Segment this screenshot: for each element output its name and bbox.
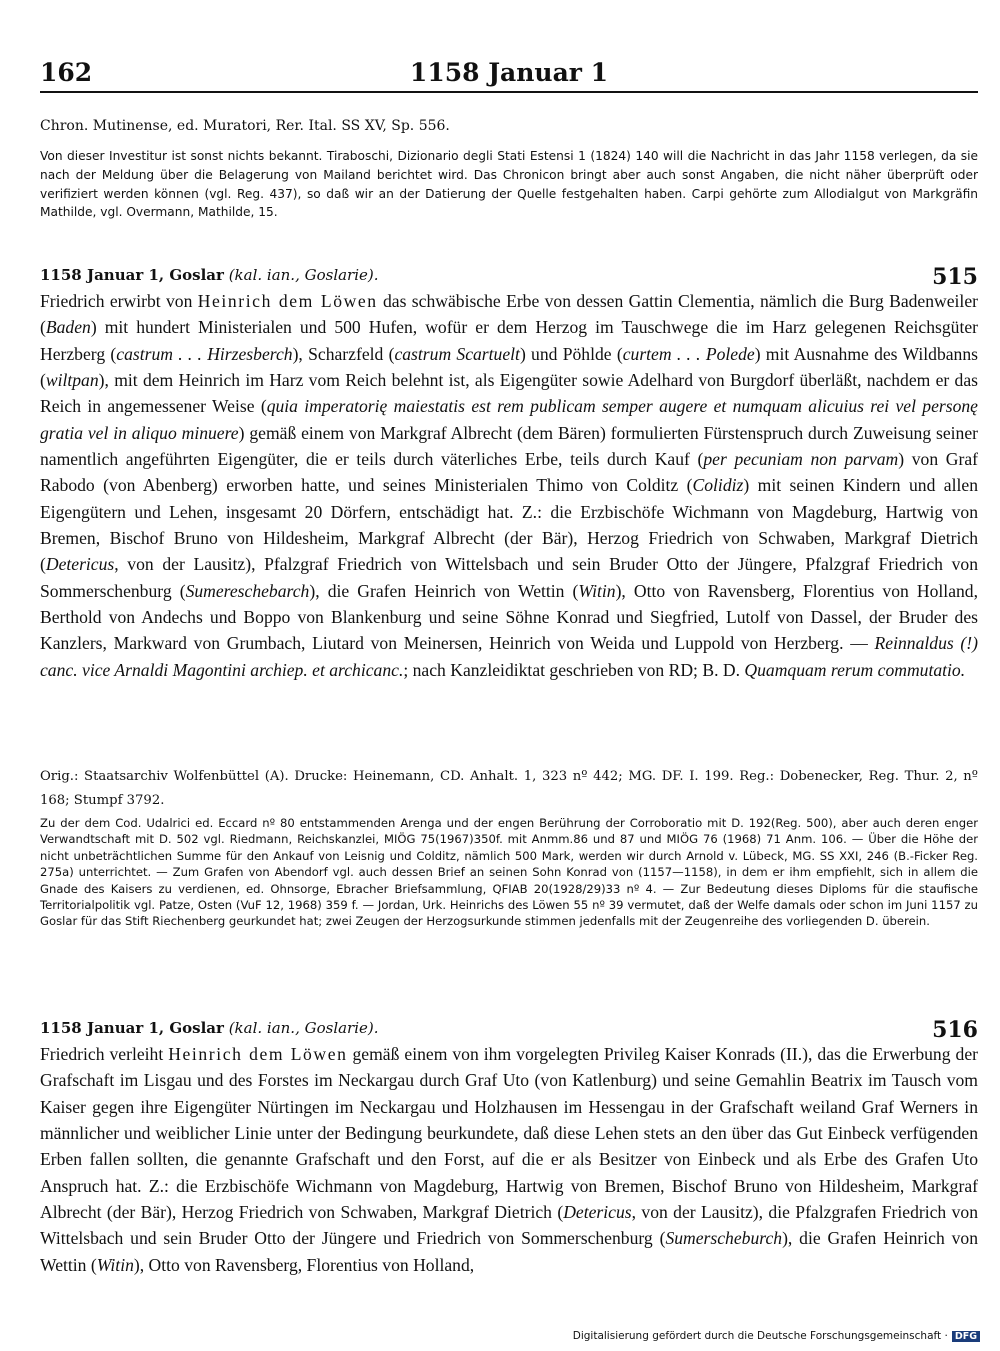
regest-516-heading (40, 1017, 978, 1043)
regest-515-number: 515 (932, 264, 978, 290)
regest-515-commentary: Zu der dem Cod. Udalrici ed. Eccard nº 80 entstammenden Arenga und der engen Berührung der Corroboratio mit D. 192(Reg. 500), aber auch deren enger Verwandtschaft mit D. 502 vgl. Riedmann, Reichskanzlei, MIÖG 75(1967)350f. mit Anmm.86 und 87 und MIÖG 76 (1968) 71 Anm. 106. — Über die Höhe der nicht unbeträchtlichen Summe für den Ankauf von Leisnig und Colditz, nämlich 500 Mark, werden wir durch Arnold v. Lübeck, MG. SS XXI, 246 (B.-Ficker Reg. 275a) unterrichtet. — Zum Grafen von Abendorf vgl. auch dessen Brief an seinen Sohn Konrad von (1157—1158), in dem er ihm empfiehlt, sich in allem die Gnade des Kaisers zu verdienen, ed. Ohnsorge, Ebracher Briefsammlung, QFIAB 20(1928/29)33 nº 4. — Zur Bedeutung dieses Diploms für die staufische Territorialpolitik vgl. Patze, Osten (VuF 12, 1968) 359 f. — Jordan, Urk. Heinrichs des Löwen 55 nº 39 vermutet, daß der Welfe damals oder schon im Juni 1157 zu Goslar für das Stift Riechenberg geurkundet hat; zwei Zeugen der Herzogsurkunde stimmen jedenfalls mit der Zeugenreihe des vorliegenden D. überein. (40, 816, 978, 929)
header-rule (40, 91, 978, 93)
page-number: 162 (40, 58, 93, 87)
funding-footer (573, 1330, 980, 1342)
regest-516-date: 1158 Januar 1, Goslar (kal. ian., Goslarie). (40, 1019, 379, 1037)
regest-515-tradition: Orig.: Staatsarchiv Wolfenbüttel (A). Drucke: Heinemann, CD. Anhalt. 1, 323 nº 442; MG. DF. I. 199. Reg.: Dobenecker, Reg. Thur. 2, nº 168; Stumpf 3792. (40, 769, 978, 808)
regest-515-date: 1158 Januar 1, Goslar (kal. ian., Goslarie). (40, 266, 379, 284)
regest-516-text: Friedrich verleiht Heinrich dem Löwen gemäß einem von ihm vorgelegten Privileg Kaiser Konrads (II.), das die Erwerbung der Grafschaft im Lisgau und des Forstes im Neckargau durch Graf Uto (von Katlenburg) und seine Gemahlin Beatrix im Tausch vom Kaiser gegen ihre Eigengüter Nürtingen im Neckargau und Holzhausen im Hessengau in der Grafschaft weiland Graf Werners in männlicher und weiblicher Linie unter der Bedingung beurkundete, daß diese Lehen stets an den über das Gut Einbeck verfügenden Erben fallen sollten, die genannte Grafschaft und den Forst, auf die er als Besitzer von Einbeck und als Erbe des Grafen Uto Anspruch hat. Z.: die Erzbischöfe Wichmann von Magdeburg, Hartwig von Bremen, Bischof Bruno von Hildesheim, Markgraf Albrecht (der Bär), Herzog Friedrich von Schwaben, Markgraf Dietrich (Detericus, von der Lausitz), die Pfalzgrafen Friedrich von Wittelsbach und sein Bruder Otto der Jüngere und Friedrich von Sommerschenburg (Sumerscheburch), die Grafen Heinrich von Wettin (Witin), Otto von Ravensberg, Florentius von Holland, (40, 1044, 978, 1275)
funding-text: Digitalisierung gefördert durch die Deutsche Forschungsgemeinschaft · (572, 1330, 948, 1342)
running-title: 1158 Januar 1 (409, 58, 609, 87)
previous-source-line: Chron. Mutinense, ed. Muratori, Rer. Ital. SS XV, Sp. 556. (40, 118, 450, 134)
running-header (40, 58, 978, 92)
previous-commentary: Von dieser Investitur ist sonst nichts bekannt. Tiraboschi, Dizionario degli Stati Estensi 1 (1824) 140 will die Nachricht in das Jahr 1158 verlegen, da sie nach der Meldung über die Belagerung von Mailand berichtet wird. Das Chronicon bringt aber auch sonst Angaben, die nicht näher überprüft oder verifiziert werden können (vgl. Reg. 437), so daß wir an der Datierung der Quelle festgehalten haben. Carpi gehörte zum Allodialgut von Markgräfin Mathilde, vgl. Overmann, Mathilde, 15. (40, 149, 978, 220)
regest-515-heading (40, 264, 978, 290)
regest-516-number: 516 (932, 1017, 978, 1043)
dfg-logo: DFG (952, 1331, 980, 1342)
regest-515-text: Friedrich erwirbt von Heinrich dem Löwen das schwäbische Erbe von dessen Gattin Clementia, nämlich die Burg Badenweiler (Baden) mit hundert Ministerialen und 500 Hufen, wofür er dem Herzog im Tauschwege die im Harz gelegenen Reichsgüter Herzberg (castrum . . . Hirzesberch), Scharzfeld (castrum Scartuelt) und Pöhlde (curtem . . . Polede) mit Ausnahme des Wildbanns (wiltpan), mit dem Heinrich im Harz vom Reich belehnt ist, als Eigengüter sowie Adelhard von Burgdorf überläßt, nachdem er das Reich in angemessener Weise (quia imperatorię maiestatis est rem publicam semper augere et numquam alicuius rei vel personę gratia vel in aliquo minuere) gemäß einem von Markgraf Albrecht (dem Bären) formulierten Fürstenspruch durch Zuweisung seiner namentlich angeführten Eigengüter, die er teils durch väterliches Erbe, teils durch Kauf (per pecuniam non parvam) von Graf Rabodo (von Abenberg) erworben hatte, und seines Ministerialen Thimo von Colditz (Colidiz) mit seinen Kindern und allen Eigengütern und Lehen, insgesamt 20 Dörfern, entschädigt hat. Z.: die Erzbischöfe Wichmann von Magdeburg, Hartwig von Bremen, Bischof Bruno von Hildesheim, Markgraf Albrecht (der Bär), Herzog Friedrich von Schwaben, Markgraf Dietrich (Detericus, von der Lausitz), Pfalzgraf Friedrich von Wittelsbach und sein Bruder Otto der Jüngere, Pfalzgraf Friedrich von Sommerschenburg (Sumereschebarch), die Grafen Heinrich von Wettin (Witin), Otto von Ravensberg, Florentius von Holland, Berthold von Andechs und Boppo von Blankenburg und seine Söhne Konrad und Siegfried, Lutolf von Dassel, der Bruder des Kanzlers, Markward von Grumbach, Liutard von Meinersen, Heinrich von Weida und Luppold von Herzberg. — Reinnaldus (!) canc. vice Arnaldi Magontini archiep. et archicanc.; nach Kanzleidiktat geschrieben von RD; B. D. Quamquam rerum commutatio. (40, 291, 979, 680)
